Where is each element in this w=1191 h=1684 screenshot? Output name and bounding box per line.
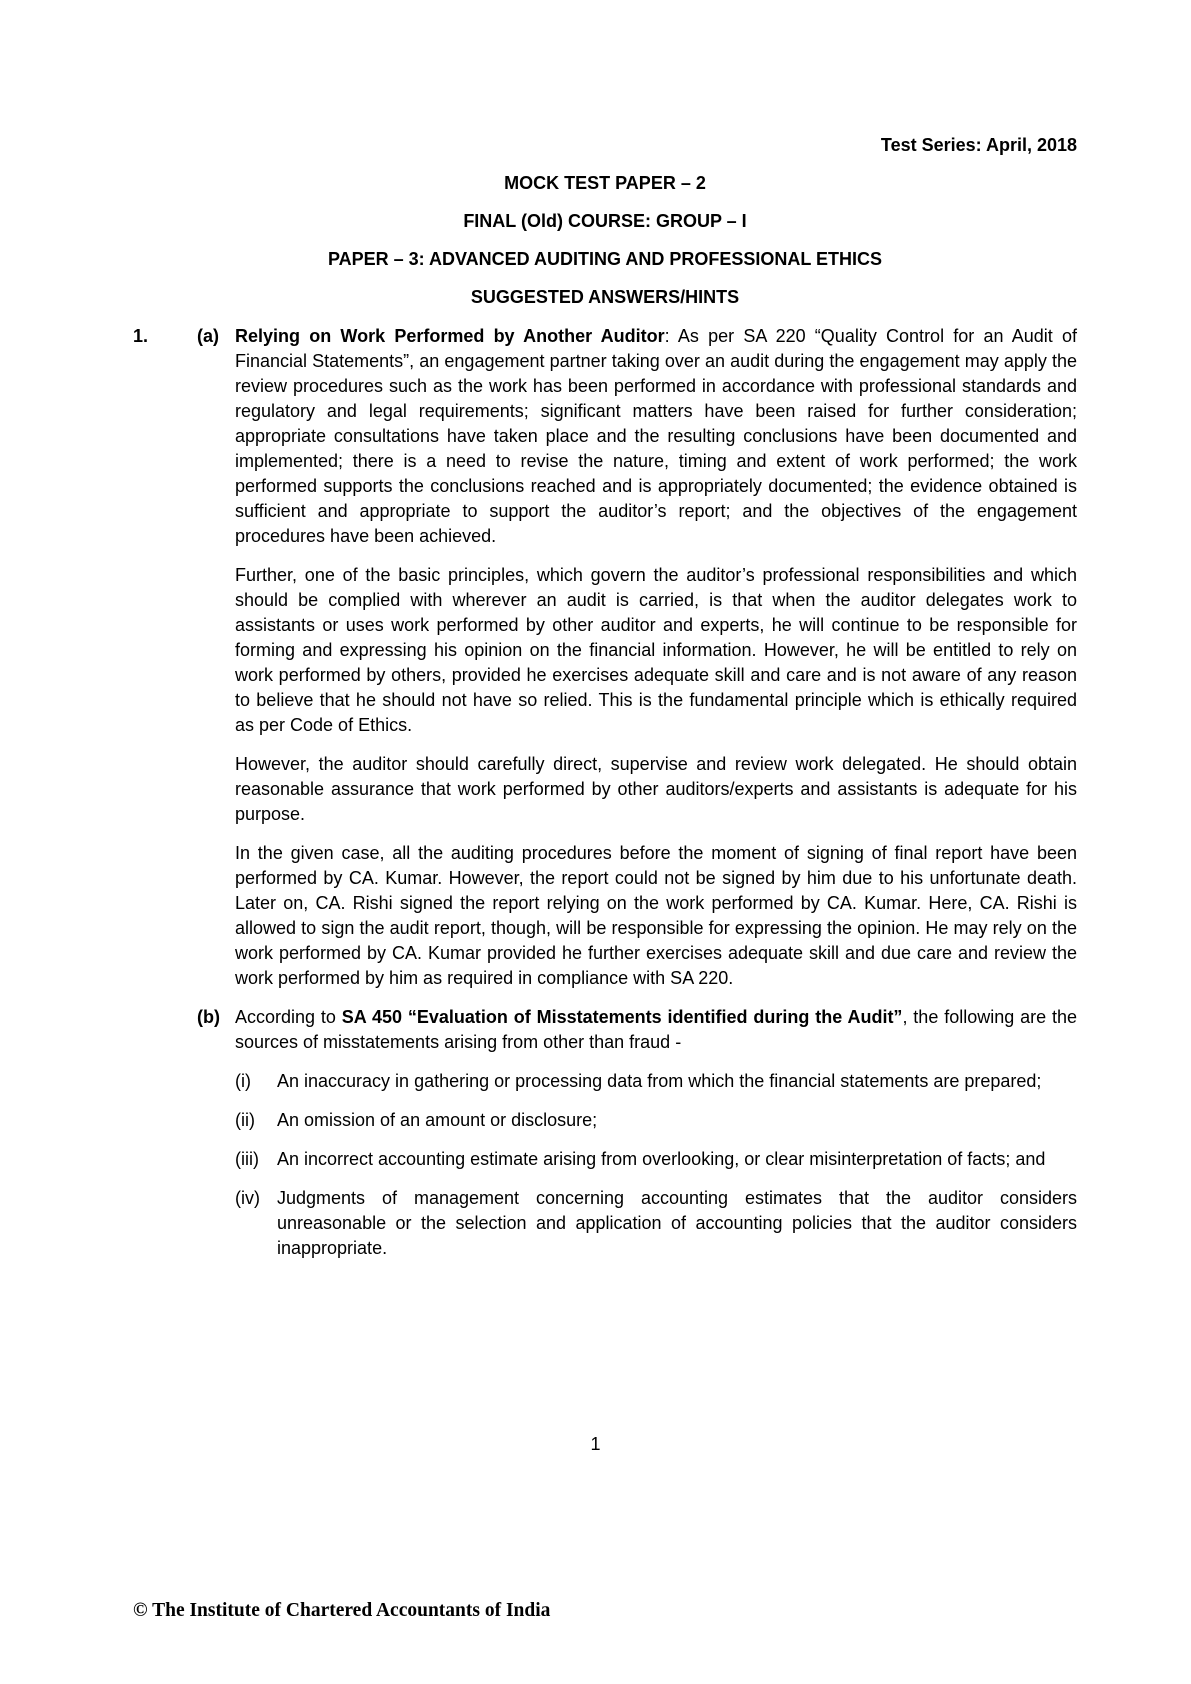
list-item-text: An incorrect accounting estimate arising from overlooking, or clear misinterpretation of facts; and <box>277 1149 1046 1169</box>
answer-1b-lead-bold: SA 450 “Evaluation of Misstatements identified during the Audit” <box>341 1007 903 1027</box>
answer-1a-lead-bold: Relying on Work Performed by Another Auditor <box>235 326 665 346</box>
list-item-text: An inaccuracy in gathering or processing data from which the financial statements are prepared; <box>277 1071 1042 1091</box>
test-series-label: Test Series: April, 2018 <box>880 135 1077 155</box>
list-item <box>235 1108 1077 1133</box>
list-item-marker: (iv) <box>235 1188 260 1208</box>
list-item <box>235 1186 1077 1261</box>
doc-title-mock-test-paper: MOCK TEST PAPER – 2 <box>504 173 706 193</box>
part-a-label: (a) <box>197 326 219 346</box>
answer-1b-lead-rest: , the following are the sources of misstatements arising from other than fraud - <box>235 1007 1077 1052</box>
answer-1a-paragraph-4: In the given case, all the auditing procedures before the moment of signing of final report have been performed by CA. Kumar. However, the report could not be signed by him due to his unfortunate death. Later on, CA. Rishi signed the report relying on the work performed by CA. Kumar. Here, CA. Rishi is allowed to sign the audit report, though, will be responsible for expressing the opinion. He may rely on the work performed by CA. Kumar provided he further exercises adequate skill and due care and review the work performed by him as required in compliance with SA 220. <box>235 843 1077 988</box>
list-item <box>235 1069 1077 1094</box>
list-item-marker: (iii) <box>235 1149 259 1169</box>
doc-title-suggested-answers: SUGGESTED ANSWERS/HINTS <box>470 287 740 307</box>
part-b-label: (b) <box>197 1007 220 1027</box>
copyright-notice: © The Institute of Chartered Accountants of India <box>133 1600 551 1621</box>
doc-title-paper-subject: PAPER – 3: ADVANCED AUDITING AND PROFESSIONAL ETHICS <box>327 249 883 269</box>
part-a-body <box>235 324 1077 1005</box>
list-item-text: An omission of an amount or disclosure; <box>277 1110 598 1130</box>
answer-1b-lead-paragraph <box>235 1005 1077 1055</box>
list-item-marker: (ii) <box>235 1110 255 1130</box>
answer-1a-paragraph-2: Further, one of the basic principles, which govern the auditor’s professional responsibilities and which should be complied with wherever an audit is carried, is that when the auditor delegates work to assistants or uses work performed by other auditor and experts, he will continue to be responsible for forming and expressing his opinion on the financial information. However, he will be entitled to rely on work performed by others, provided he exercises adequate skill and care and is not aware of any reason to believe that he should not have so relied. This is the fundamental principle which is ethically required as per Code of Ethics. <box>235 565 1077 735</box>
answer-1a-row <box>133 324 1077 1005</box>
list-item-marker: (i) <box>235 1071 251 1091</box>
answer-1a-paragraph-3: However, the auditor should carefully direct, supervise and review work delegated. He should obtain reasonable assurance that work performed by other auditors/experts and assistants is adequate for his purpose. <box>235 754 1077 824</box>
answer-1a-paragraph-1 <box>235 324 1077 549</box>
doc-title-course-group: FINAL (Old) COURSE: GROUP – I <box>463 211 747 231</box>
answer-1a-lead-rest: : As per SA 220 “Quality Control for an Audit of Financial Statements”, an engagement partner taking over an audit during the engagement may apply the review procedures such as the work has been performed in accordance with professional standards and regulatory and legal requirements; significant matters have been raised for further consideration; appropriate consultations have taken place and the resulting conclusions have been documented and implemented; there is a need to revise the nature, timing and extent of work performed; the work performed supports the conclusions reached and is appropriately documented; the evidence obtained is sufficient and appropriate to support the auditor’s report; and the objectives of the engagement procedures have been achieved. <box>235 326 1077 546</box>
question-number: 1. <box>133 326 149 346</box>
answer-1b-lead-pre: According to <box>235 1007 342 1027</box>
answer-1b-row <box>133 1005 1077 1275</box>
list-item <box>235 1147 1077 1172</box>
page-number: 1 <box>590 1434 601 1454</box>
list-item-text: Judgments of management concerning accounting estimates that the auditor considers unreasonable or the selection and application of accounting policies that the auditor considers inappropriate. <box>277 1188 1077 1258</box>
part-b-body <box>235 1005 1077 1275</box>
